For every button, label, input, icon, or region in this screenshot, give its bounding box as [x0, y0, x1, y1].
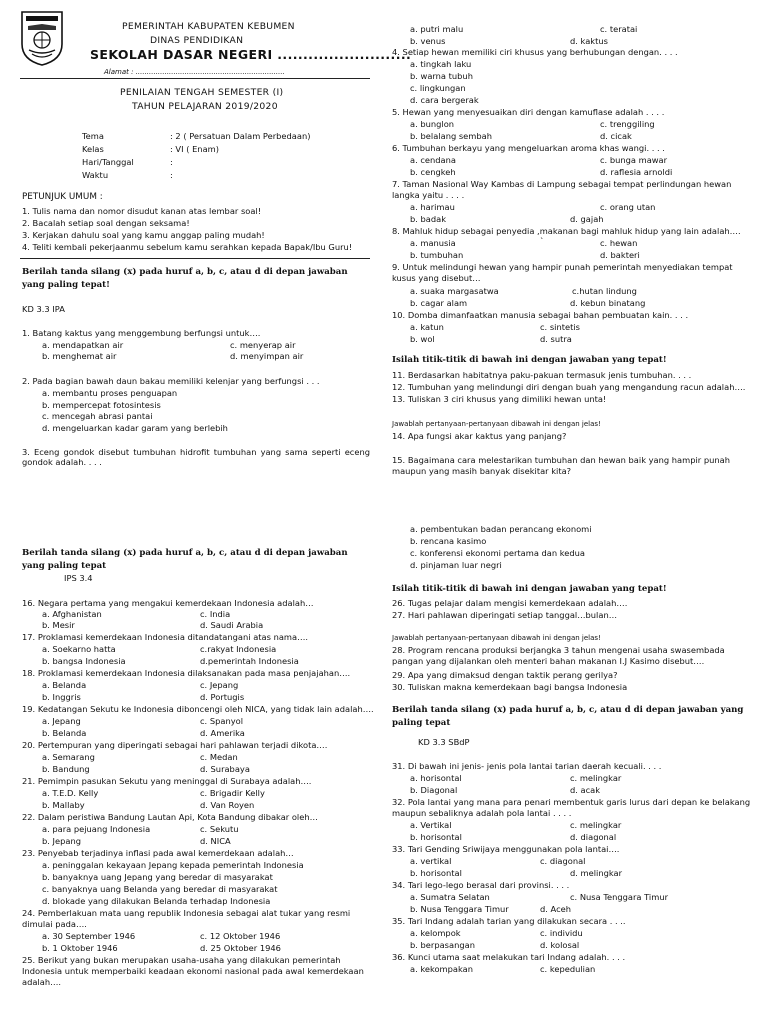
option: d. NICA [200, 836, 231, 846]
question: 31. Di bawah ini jenis- jenis pola lantai tarian daerah kecuali. . . . [392, 761, 662, 771]
option: b. Jepang [42, 836, 81, 846]
question: 2. Pada bagian bawah daun bakau memiliki kelenjar yang berfungsi . . . [22, 376, 320, 386]
question: 6. Tumbuhan berkayu yang mengeluarkan aroma khas wangi. . . . [392, 143, 665, 153]
option: c. sintetis [540, 322, 580, 332]
question: 8. Mahluk hidup sebagai penyedia ,makanan bagi mahluk hidup yang lain adalah…. [392, 226, 741, 236]
option: d. Portugis [200, 692, 245, 702]
option: c. Jepang [200, 680, 239, 690]
option: a. Vertikal [410, 820, 452, 830]
question: 15. Bagaimana cara melestarikan tumbuhan dan hewan baik yang hampir punah maupun yang masih banyak disekitar kita? [392, 455, 730, 476]
option: b. belalang sembah [410, 131, 492, 141]
option: b. warna tubuh [410, 71, 473, 81]
question: 24. Pemberlakuan mata uang republik Indonesia sebagai alat tukar yang resmi dimulai pada…. [22, 908, 351, 929]
option: d. menyimpan air [230, 351, 304, 361]
option: d. gajah [570, 214, 604, 224]
option: c. orang utan [600, 202, 656, 212]
question: 35. Tari Indang adalah tarian yang dilakukan secara . . .. [392, 916, 626, 926]
option: c. banyaknya uang Belanda yang beredar di masyarakat [42, 884, 278, 894]
question: 14. Apa fungsi akar kaktus yang panjang? [392, 431, 567, 441]
option: a. 30 September 1946 [42, 931, 136, 941]
option: a. tingkah laku [410, 59, 472, 69]
option: a. putri malu [410, 24, 464, 34]
option: b. horisontal [410, 868, 462, 878]
question: 3. Eceng gondok disebut tumbuhan hidrofit tumbuhan yang sama seperti eceng gondok adalah. . . . [22, 447, 370, 467]
option: c. lingkungan [410, 83, 466, 93]
option: a. kelompok [410, 928, 461, 938]
option: b. mempercepat fotosintesis [42, 400, 161, 410]
section-instruction: Berilah tanda silang (x) pada huruf a, b, c, atau d di depan jawaban yang paling tepat! [22, 267, 348, 290]
header-school-name: SEKOLAH DASAR NEGERI .......................... [90, 47, 412, 62]
option: d. mengeluarkan kadar garam yang berlebih [42, 423, 228, 433]
question: 36. Kunci utama saat melakukan tari Indang adalah. . . . [392, 952, 626, 962]
header-address: Alamat : ................................................................... [104, 68, 285, 76]
option: d. bakteri [600, 250, 640, 260]
option: c. menyerap air [230, 340, 296, 350]
option: c. teratai [600, 24, 638, 34]
option: b. horisontal [410, 832, 462, 842]
option: a. membantu proses penguapan [42, 388, 178, 398]
info-value: : [170, 170, 173, 180]
instructions-divider [20, 258, 370, 259]
option: c. bunga mawar [600, 155, 668, 165]
info-label: Tema [82, 131, 104, 141]
question: 7. Taman Nasional Way Kambas di Lampung sebagai tempat perlindungan hewan langka yaitu . . . . [392, 179, 732, 200]
option: d. Van Royen [200, 800, 255, 810]
option: d. Saudi Arabia [200, 620, 264, 630]
option: d. kaktus [570, 36, 608, 46]
option: a. Soekarno hatta [42, 644, 116, 654]
question: 1. Batang kaktus yang menggembung berfungsi untuk…. [22, 328, 261, 338]
option: a. kekompakan [410, 964, 473, 974]
option: b. banyaknya uang Jepang yang beredar di masyarakat [42, 872, 273, 882]
header-divider [20, 78, 370, 79]
instruction-item: 4. Teliti kembali pekerjaanmu sebelum kamu serahkan kepada Bapak/Ibu Guru! [22, 242, 353, 252]
option: d.pemerintah Indonesia [200, 656, 299, 666]
question: 22. Dalam peristiwa Bandung Lautan Api, Kota Bandung dibakar oleh… [22, 812, 318, 822]
option: a. cendana [410, 155, 456, 165]
option: c. konferensi ekonomi pertama dan kedua [410, 548, 586, 558]
question: 5. Hewan yang menyesuaikan diri dengan kamuflase adalah . . . . [392, 107, 665, 117]
option: b. Belanda [42, 728, 87, 738]
option: c. Spanyol [200, 716, 244, 726]
option: d. cicak [600, 131, 632, 141]
option: b. cengkeh [410, 167, 456, 177]
option: c. individu [540, 928, 583, 938]
option: b. menghemat air [42, 351, 117, 361]
option: b. cagar alam [410, 298, 468, 308]
question: 32. Pola lantai yang mana para penari membentuk garis lurus dari depan ke belakang maupun sebaliknya adalah pola lantai . . . . [392, 797, 751, 818]
info-value: : 2 ( Persatuan Dalam Perbedaan) [170, 131, 311, 141]
stray-mark: ` [540, 236, 545, 246]
option: a. para pejuang Indonesia [42, 824, 151, 834]
option: a. pembentukan badan perancang ekonomi [410, 524, 592, 534]
option: b. badak [410, 214, 447, 224]
option: c. Medan [200, 752, 238, 762]
option: b. venus [410, 36, 446, 46]
option: c.hutan lindung [572, 286, 637, 296]
option: b. tumbuhan [410, 250, 464, 260]
option: a. mendapatkan air [42, 340, 124, 350]
option: a. horisontal [410, 773, 462, 783]
info-label: Hari/Tanggal [82, 157, 134, 167]
question: 11. Berdasarkan habitatnya paku-pakuan termasuk jenis tumbuhan. . . . [392, 370, 692, 380]
option: b. Mallaby [42, 800, 85, 810]
question: 30. Tuliskan makna kemerdekaan bagi bangsa Indonesia [392, 682, 628, 692]
instruction-item: 3. Kerjakan dahulu soal yang kamu anggap paling mudah! [22, 230, 265, 240]
option: d. kebun binatang [570, 298, 646, 308]
option: c. Sekutu [200, 824, 239, 834]
section-instruction: Isilah titik-titik di bawah ini dengan jawaban yang tepat! [392, 355, 667, 365]
exam-year: TAHUN PELAJARAN 2019/2020 [132, 101, 278, 112]
section-kd: IPS 3.4 [64, 573, 93, 583]
question: 16. Negara pertama yang mengakui kemerdekaan Indonesia adalah… [22, 598, 314, 608]
option: b. Nusa Tenggara Timur [410, 904, 509, 914]
section-instruction: Berilah tanda silang (x) pada huruf a, b, c, atau d di depan jawaban yang paling tepat [22, 548, 348, 571]
option: d. cara bergerak [410, 95, 479, 105]
option: b. Inggris [42, 692, 81, 702]
section-instruction: Berilah tanda silang (x) pada huruf a, b, c, atau d di depan jawaban yang paling tepat [392, 705, 744, 728]
option: b. wol [410, 334, 435, 344]
question: 12. Tumbuhan yang melindungi diri dengan buah yang mengandung racun adalah…. [392, 382, 746, 392]
option: d. acak [570, 785, 601, 795]
option: d. 25 Oktober 1946 [200, 943, 281, 953]
option: c.rakyat Indonesia [200, 644, 277, 654]
question: 19. Kedatangan Sekutu ke Indonesia diboncengi oleh NICA, yang tidak lain adalah…. [22, 704, 374, 714]
question: 25. Berikut yang bukan merupakan usaha-usaha yang dilakukan pemerintah Indonesia untuk memperbaiki keadaan ekonomi nasional pada awal kemerdekaan adalah…. [22, 955, 364, 987]
question: 13. Tuliskan 3 ciri khusus yang dimiliki hewan unta! [392, 394, 607, 404]
info-value: : [170, 157, 173, 167]
option: b. berpasangan [410, 940, 475, 950]
question: 34. Tari lego-lego berasal dari provinsi. . . . [392, 880, 570, 890]
question: 10. Domba dimanfaatkan manusia sebagai bahan pembuatan kain. . . . [392, 310, 689, 320]
district-logo [20, 10, 64, 66]
option: d. blokade yang dilakukan Belanda terhadap Indonesia [42, 896, 271, 906]
option: c. mencegah abrasi pantai [42, 411, 153, 421]
option: b. bangsa Indonesia [42, 656, 126, 666]
question: 28. Program rencana produksi berjangka 3 tahun mengenai usaha swasembada pangan yang dijalankan oleh menteri bahan makanan I.J Kasimo disebut…. [392, 645, 725, 666]
option: d. pinjaman luar negri [410, 560, 502, 570]
option: a. vertikal [410, 856, 452, 866]
question: 33. Tari Gending Sriwijaya menggunakan pola lantai…. [392, 844, 620, 854]
option: a. peninggalan kekayaan Jepang kepada pemerintah Indonesia [42, 860, 304, 870]
option: a. Belanda [42, 680, 87, 690]
option: b. Mesir [42, 620, 75, 630]
option: c. kepedulian [540, 964, 596, 974]
option: a. bunglon [410, 119, 455, 129]
question: 4. Setiap hewan memiliki ciri khusus yang berhubungan dengan. . . . [392, 47, 678, 57]
question: 21. Pemimpin pasukan Sekutu yang meninggal di Surabaya adalah…. [22, 776, 312, 786]
question: 23. Penyebab terjadinya inflasi pada awal kemerdekaan adalah… [22, 848, 294, 858]
option: c. Nusa Tenggara Timur [570, 892, 668, 902]
option: c. diagonal [540, 856, 586, 866]
question: 20. Pertempuran yang diperingati sebagai hari pahlawan terjadi dikota…. [22, 740, 328, 750]
option: c. melingkar [570, 773, 622, 783]
option: b. Bandung [42, 764, 90, 774]
header-department: DINAS PENDIDIKAN [150, 35, 244, 46]
option: d. Aceh [540, 904, 571, 914]
question: 18. Proklamasi kemerdekaan Indonesia dilaksanakan pada masa penjajahan…. [22, 668, 351, 678]
section-kd: KD 3.3 IPA [22, 304, 65, 314]
instructions-title: PETUNJUK UMUM : [22, 192, 103, 202]
header-government: PEMERINTAH KABUPATEN KEBUMEN [122, 21, 295, 32]
question: 29. Apa yang dimaksud dengan taktik perang gerilya? [392, 670, 618, 680]
option: c. hewan [600, 238, 638, 248]
option: c. trenggiling [600, 119, 655, 129]
option: c. India [200, 609, 231, 619]
option: b. 1 Oktober 1946 [42, 943, 118, 953]
option: d. Surabaya [200, 764, 250, 774]
option: a. suaka margasatwa [410, 286, 499, 296]
info-value: : VI ( Enam) [170, 144, 219, 154]
option: c. 12 Oktober 1946 [200, 931, 281, 941]
question: 9. Untuk melindungi hewan yang hampir punah pemerintah menyediakan tempat kusus yang disebut… [392, 262, 733, 283]
section-instruction: Jawablah pertanyaan-pertanyaan dibawah ini dengan jelas! [392, 420, 601, 428]
instruction-item: 1. Tulis nama dan nomor disudut kanan atas lembar soal! [22, 206, 262, 216]
question: 26. Tugas pelajar dalam mengisi kemerdekaan adalah…. [392, 598, 628, 608]
option: c. Brigadir Kelly [200, 788, 265, 798]
option: c. melingkar [570, 820, 622, 830]
section-kd: KD 3.3 SBdP [418, 737, 470, 747]
section-instruction: Jawablah pertanyaan-pertanyaan dibawah ini dengan jelas! [392, 634, 601, 642]
option: d. raflesia arnoldi [600, 167, 673, 177]
option: d. Amerika [200, 728, 245, 738]
option: d. diagonal [570, 832, 617, 842]
option: b. rencana kasimo [410, 536, 487, 546]
option: a. manusia [410, 238, 456, 248]
exam-title: PENILAIAN TENGAH SEMESTER (I) [120, 87, 284, 98]
option: a. Semarang [42, 752, 95, 762]
question: 17. Proklamasi kemerdekaan Indonesia ditandatangani atas nama…. [22, 632, 309, 642]
option: a. Afghanistan [42, 609, 102, 619]
option: a. T.E.D. Kelly [42, 788, 99, 798]
section-instruction: Isilah titik-titik di bawah ini dengan jawaban yang tepat! [392, 584, 667, 594]
option: a. harimau [410, 202, 455, 212]
option: b. Diagonal [410, 785, 458, 795]
info-label: Waktu [82, 170, 109, 180]
option: d. kolosal [540, 940, 580, 950]
info-label: Kelas [82, 144, 104, 154]
option: d. melingkar [570, 868, 623, 878]
option: a. Sumatra Selatan [410, 892, 490, 902]
option: a. katun [410, 322, 444, 332]
question: 27. Hari pahlawan diperingati setiap tanggal…bulan… [392, 610, 617, 620]
instruction-item: 2. Bacalah setiap soal dengan seksama! [22, 218, 190, 228]
option: d. sutra [540, 334, 572, 344]
option: a. Jepang [42, 716, 81, 726]
